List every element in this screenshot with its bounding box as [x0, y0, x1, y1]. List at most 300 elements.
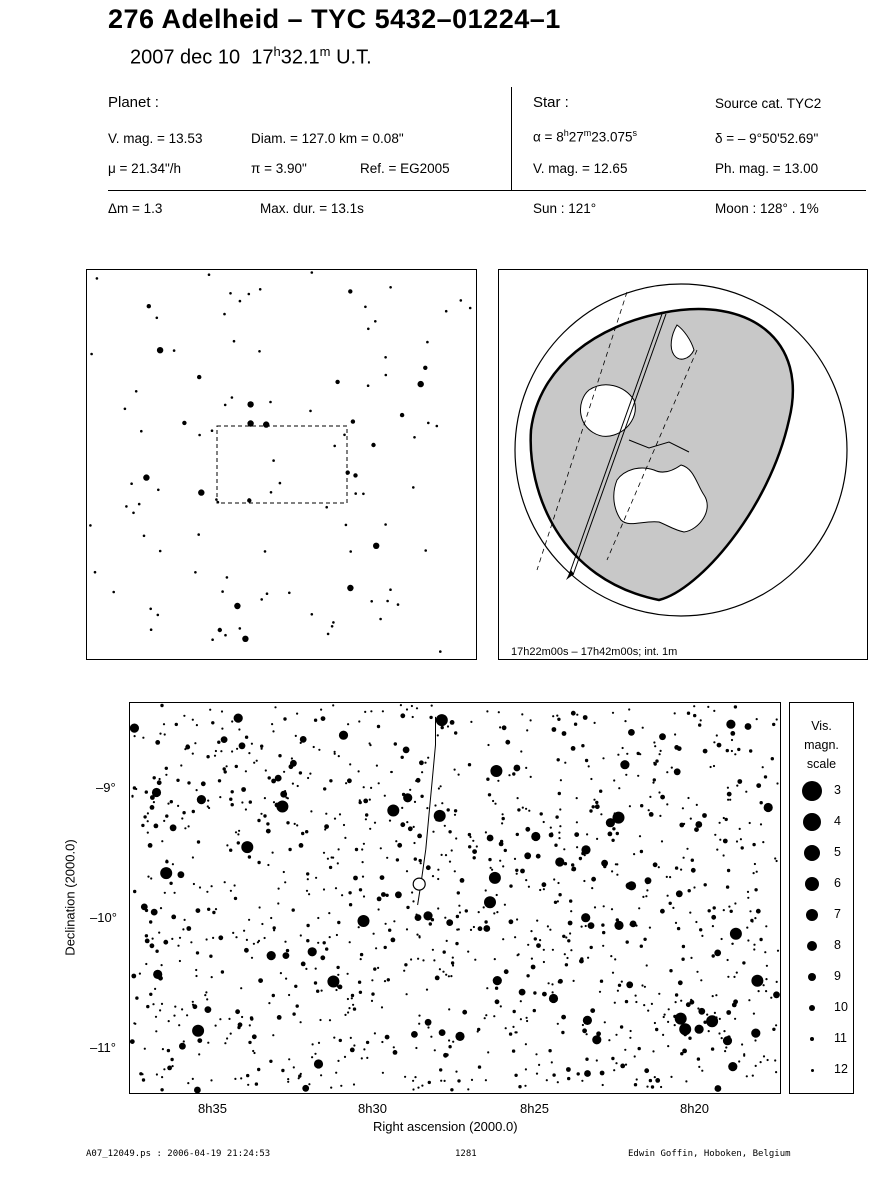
scale-row [790, 841, 853, 871]
chart-star [754, 917, 756, 919]
chart-star [339, 813, 341, 815]
chart-star [264, 937, 266, 939]
chart-star [400, 713, 405, 718]
chart-star [468, 845, 471, 848]
chart-star [426, 989, 428, 991]
finder-star [374, 320, 377, 323]
chart-star [487, 835, 494, 842]
scale-title-line: magn. [804, 738, 839, 752]
chart-star [149, 920, 152, 923]
star-vmag: V. mag. = 12.65 [533, 161, 628, 176]
chart-star [659, 753, 661, 755]
chart-star [672, 907, 674, 909]
chart-star [163, 820, 165, 822]
chart-star [697, 1007, 699, 1009]
chart-star [161, 1076, 163, 1078]
planet-ref: Ref. = EG2005 [360, 161, 450, 176]
chart-star [528, 886, 530, 888]
chart-star [314, 981, 317, 984]
chart-star [139, 973, 141, 975]
chart-star [338, 848, 340, 850]
chart-star [269, 1060, 272, 1063]
chart-star [517, 808, 520, 811]
chart-star [660, 1086, 662, 1088]
finder-star [224, 634, 227, 637]
chart-star [621, 981, 623, 983]
chart-star [620, 760, 629, 769]
scale-mag-label: 3 [834, 783, 841, 797]
chart-star [547, 925, 549, 927]
chart-star [557, 1023, 559, 1025]
chart-star [268, 776, 271, 779]
y-tick-label: –9° [96, 780, 116, 795]
finder-star [385, 374, 388, 377]
chart-star [406, 870, 408, 872]
chart-star [296, 713, 298, 715]
chart-star [497, 780, 499, 782]
chart-star [751, 1029, 760, 1038]
chart-star [703, 749, 708, 754]
x-tick-label: 8h30 [358, 1101, 387, 1116]
chart-star [150, 943, 155, 948]
chart-star [613, 779, 615, 781]
chart-star [630, 924, 632, 926]
globe-panel [498, 269, 868, 660]
chart-star [275, 803, 280, 808]
finder-star [226, 576, 229, 579]
chart-star [698, 1066, 700, 1068]
chart-star [177, 945, 179, 947]
chart-star [434, 804, 436, 806]
chart-star [756, 871, 758, 873]
chart-star [587, 957, 589, 959]
chart-star [599, 991, 601, 993]
chart-star [725, 818, 728, 821]
chart-star [337, 1060, 339, 1062]
chart-star [513, 1010, 516, 1013]
finder-star [371, 443, 375, 447]
chart-star [391, 771, 393, 773]
chart-star [753, 1013, 755, 1015]
chart-star [550, 827, 552, 829]
scale-row [790, 934, 853, 964]
chart-star [448, 1039, 450, 1041]
chart-star [420, 795, 423, 798]
chart-star [180, 764, 182, 766]
chart-star [663, 1016, 665, 1018]
chart-star [659, 733, 666, 740]
chart-star [701, 1070, 703, 1072]
scale-row [790, 903, 853, 933]
chart-star [234, 897, 237, 900]
chart-star [334, 753, 336, 755]
chart-star [756, 783, 761, 788]
chart-star [590, 778, 592, 780]
chart-star [371, 992, 374, 995]
chart-star [194, 1087, 201, 1093]
chart-star [409, 789, 411, 791]
chart-star [524, 1085, 526, 1087]
chart-star [317, 917, 319, 919]
finder-star [259, 288, 262, 291]
chart-star [321, 716, 326, 721]
chart-star [150, 795, 155, 800]
chart-star [335, 989, 337, 991]
chart-star [660, 909, 665, 914]
chart-star [673, 1015, 676, 1018]
chart-star [186, 1014, 188, 1016]
chart-star [193, 883, 195, 885]
finder-star [397, 603, 400, 606]
finder-star [272, 459, 275, 462]
event-date [130, 44, 372, 70]
chart-star [595, 801, 598, 804]
chart-star [730, 910, 733, 913]
chart-star [175, 723, 178, 726]
chart-star [186, 926, 191, 931]
chart-star [218, 935, 223, 940]
chart-star [329, 779, 332, 782]
finder-star [194, 571, 197, 574]
chart-star [226, 765, 228, 767]
chart-star [271, 723, 273, 725]
scale-row [790, 779, 853, 809]
chart-star [197, 795, 206, 804]
chart-star [760, 823, 762, 825]
chart-star [485, 1079, 487, 1081]
chart-star [763, 1055, 765, 1057]
chart-star [172, 1065, 174, 1067]
chart-star [214, 755, 216, 757]
chart-star [352, 1004, 354, 1006]
planet-vmag: V. mag. = 13.53 [108, 131, 203, 146]
chart-star [576, 846, 578, 848]
chart-star [688, 889, 691, 892]
chart-star [314, 1059, 323, 1068]
chart-star [293, 1066, 295, 1068]
chart-star [602, 757, 604, 759]
chart-star [196, 908, 201, 913]
chart-star [713, 741, 715, 743]
chart-star [187, 781, 190, 784]
chart-star [452, 957, 454, 959]
chart-star [204, 994, 206, 996]
chart-star [434, 810, 446, 822]
chart-star [762, 841, 764, 843]
chart-star [569, 932, 571, 934]
chart-star [446, 940, 448, 942]
chart-star [424, 762, 426, 764]
chart-star [306, 890, 308, 892]
chart-star [592, 805, 595, 808]
chart-star [237, 841, 240, 844]
chart-star [226, 844, 228, 846]
chart-star [727, 959, 729, 961]
chart-star [130, 1039, 135, 1044]
chart-star [272, 994, 275, 997]
chart-star [563, 848, 565, 850]
chart-star [696, 971, 698, 973]
chart-star [713, 906, 716, 909]
chart-star [330, 1087, 332, 1089]
chart-star [206, 755, 209, 758]
finder-star [157, 489, 160, 492]
chart-star [726, 749, 729, 752]
chart-star [458, 774, 460, 776]
chart-star [525, 767, 527, 769]
chart-star [776, 718, 778, 720]
chart-star [371, 1000, 373, 1002]
chart-star [470, 721, 472, 723]
finder-star [197, 375, 201, 379]
chart-star [257, 861, 260, 864]
chart-star [754, 863, 756, 865]
chart-star [627, 881, 636, 890]
chart-star [249, 800, 252, 803]
chart-star [192, 753, 194, 755]
chart-star [652, 1050, 654, 1052]
chart-star [551, 1061, 553, 1063]
chart-star [320, 955, 325, 960]
chart-star [669, 876, 671, 878]
chart-star [194, 742, 196, 744]
finder-star [248, 293, 251, 296]
chart-star [228, 1018, 230, 1020]
chart-star [483, 906, 485, 908]
chart-star [441, 854, 443, 856]
chart-star [571, 863, 574, 866]
chart-star [600, 980, 603, 983]
chart-star [300, 1021, 302, 1023]
chart-star [413, 842, 415, 844]
finder-star [242, 636, 248, 642]
y-tick-label: –11° [90, 1040, 116, 1055]
chart-star [153, 776, 156, 779]
finder-star [445, 310, 448, 313]
chart-star [158, 932, 160, 934]
chart-star [696, 804, 698, 806]
chart-star [251, 957, 253, 959]
chart-star [387, 978, 390, 981]
chart-star [273, 926, 276, 929]
chart-star [518, 953, 520, 955]
chart-star [586, 833, 588, 835]
finder-star [311, 613, 314, 616]
chart-star [145, 963, 147, 965]
chart-star [253, 943, 255, 945]
chart-star [576, 714, 578, 716]
chart-star [432, 831, 434, 833]
chart-star [150, 805, 155, 810]
chart-star [580, 957, 583, 960]
footer-file: A07_12049.ps : 2006-04-19 21:24:53 [86, 1149, 271, 1159]
chart-star [553, 878, 555, 880]
chart-star [725, 1046, 727, 1048]
chart-star [494, 958, 496, 960]
chart-star [721, 938, 723, 940]
chart-star [449, 861, 451, 863]
chart-star [625, 1064, 627, 1066]
finder-star [138, 503, 141, 506]
chart-star [724, 1050, 726, 1052]
chart-star [371, 979, 373, 981]
chart-star [347, 1011, 349, 1013]
chart-star [654, 745, 656, 747]
chart-star [502, 813, 504, 815]
finder-star [412, 486, 415, 489]
finder-star [424, 549, 427, 552]
chart-star [380, 847, 382, 849]
chart-star [586, 1033, 588, 1035]
chart-star [152, 1003, 154, 1005]
chart-star [256, 760, 258, 762]
finder-star [400, 413, 404, 417]
australia-shape [614, 465, 707, 532]
finder-star [231, 396, 234, 399]
chart-star [505, 1027, 507, 1029]
chart-star [161, 964, 163, 966]
chart-star [635, 1001, 637, 1003]
chart-star [576, 797, 578, 799]
chart-star [239, 742, 246, 749]
chart-star [526, 974, 529, 977]
chart-star [693, 886, 695, 888]
chart-star [393, 920, 395, 922]
finder-star [353, 473, 357, 477]
chart-star [436, 714, 448, 726]
chart-star [751, 920, 753, 922]
chart-star [569, 899, 572, 902]
finder-star [135, 390, 138, 393]
chart-star [686, 1002, 691, 1007]
chart-star [645, 895, 647, 897]
chart-star [257, 1068, 260, 1071]
chart-star [182, 928, 184, 930]
finder-star [269, 401, 272, 404]
chart-star [714, 950, 721, 957]
finder-star [197, 533, 200, 536]
chart-star [470, 929, 472, 931]
scale-mag-label: 9 [834, 969, 841, 983]
chart-star [141, 904, 148, 911]
chart-star [358, 926, 360, 928]
chart-star [280, 972, 282, 974]
chart-star [238, 1022, 243, 1027]
chart-star [169, 882, 172, 885]
chart-star [649, 927, 651, 929]
chart-star [348, 1007, 350, 1009]
chart-star [192, 1001, 194, 1003]
chart-star [570, 949, 572, 951]
chart-star [404, 963, 407, 966]
chart-star [602, 931, 605, 934]
chart-star [184, 919, 186, 921]
finder-star [426, 341, 429, 344]
chart-star [419, 859, 422, 862]
chart-star [749, 910, 751, 912]
chart-star [606, 818, 615, 827]
chart-star [694, 827, 699, 832]
chart-star [567, 939, 570, 942]
chart-star [640, 945, 643, 948]
chart-star [562, 863, 564, 865]
chart-star [160, 907, 162, 909]
chart-star [151, 909, 158, 916]
finder-star [418, 381, 424, 387]
chart-star [478, 1065, 481, 1068]
chart-star [624, 1049, 626, 1051]
finder-star [343, 434, 346, 437]
chart-star [179, 937, 181, 939]
chart-star [495, 987, 498, 990]
chart-star [184, 748, 186, 750]
chart-star [268, 1002, 270, 1004]
chart-star [712, 954, 715, 957]
chart-star [668, 1008, 670, 1010]
chart-star [219, 1018, 221, 1020]
chart-star [365, 818, 367, 820]
chart-star [443, 950, 446, 953]
chart-star [241, 801, 243, 803]
chart-star [141, 824, 144, 827]
chart-star [538, 1064, 540, 1066]
chart-star [384, 980, 386, 982]
chart-star [212, 937, 214, 939]
chart-star [386, 857, 388, 859]
chart-star [145, 934, 148, 937]
chart-star [734, 902, 736, 904]
chart-star [594, 906, 596, 908]
chart-star [548, 982, 550, 984]
chart-star [152, 938, 154, 940]
chart-star [255, 1082, 258, 1085]
chart-star [639, 835, 641, 837]
chart-star [361, 848, 363, 850]
chart-star [329, 936, 331, 938]
chart-star [165, 774, 167, 776]
chart-star [235, 1009, 240, 1014]
moon-info: Moon : 128° . 1% [715, 201, 819, 216]
chart-star [425, 1019, 432, 1026]
chart-star [698, 1008, 705, 1015]
chart-star [491, 869, 493, 871]
chart-star [320, 1074, 322, 1076]
chart-star [440, 785, 442, 787]
chart-star [565, 936, 567, 938]
chart-star [245, 736, 248, 739]
chart-star [159, 1009, 161, 1011]
chart-star [287, 1078, 289, 1080]
chart-star [723, 854, 725, 856]
chart-star [363, 799, 368, 804]
chart-star [588, 1019, 590, 1021]
sun-elongation: Sun : 121° [533, 201, 597, 216]
finder-star [182, 421, 186, 425]
finder-star [460, 299, 463, 302]
chart-star [539, 889, 541, 891]
scale-row [790, 810, 853, 840]
chart-star [235, 936, 237, 938]
chart-star [697, 1057, 700, 1060]
chart-star [640, 850, 643, 853]
y-axis-label: Declination (2000.0) [62, 839, 78, 956]
chart-star [736, 972, 738, 974]
chart-star [288, 994, 290, 996]
chart-star [264, 797, 266, 799]
chart-star [640, 804, 643, 807]
chart-star [546, 1079, 548, 1081]
chart-star [360, 953, 363, 956]
